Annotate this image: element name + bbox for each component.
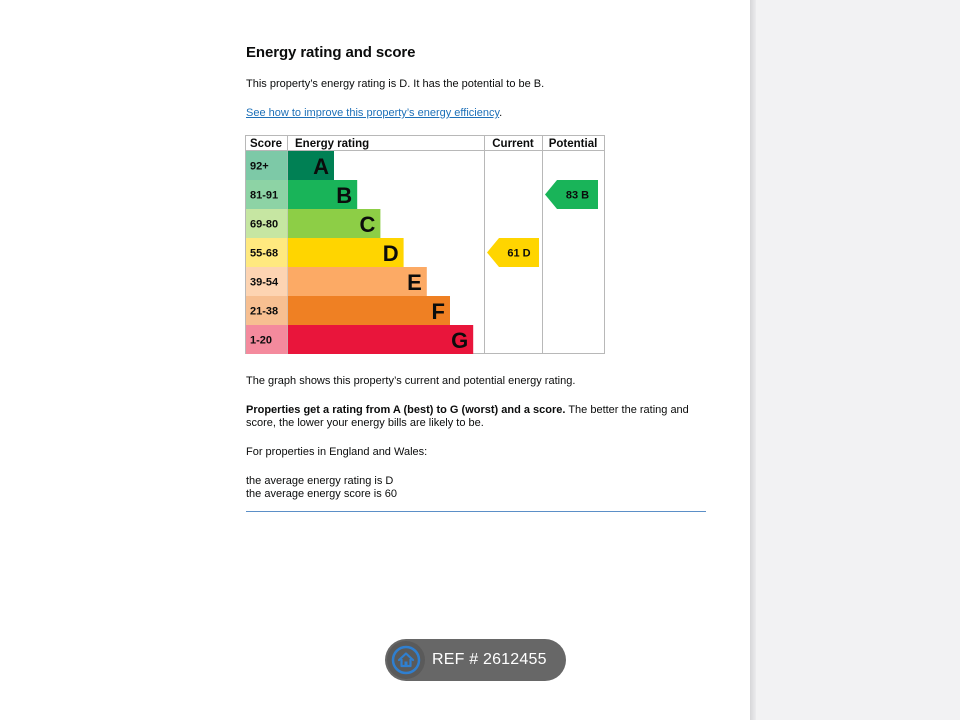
england-wales-label: For properties in England and Wales: (246, 446, 428, 458)
rating-letter-e: E (407, 270, 422, 295)
rating-letter-c: C (359, 212, 376, 237)
score-label-b: 81-91 (250, 189, 279, 202)
reference-badge (385, 639, 566, 681)
header-energy-rating: Energy rating (295, 138, 370, 150)
score-label-c: 69-80 (250, 218, 279, 231)
rating-bar-f (288, 296, 450, 325)
averages (246, 475, 397, 501)
rating-letter-f: F (431, 299, 445, 324)
rating-explanation-bold: Properties get a rating from A (best) to G (worst) and a score. (246, 404, 566, 416)
section-divider (246, 511, 706, 512)
graph-description: The graph shows this property’s current and potential energy rating. (246, 375, 576, 387)
rating-letter-b: B (336, 183, 353, 208)
improve-paragraph (246, 107, 502, 120)
rating-letter-g: G (451, 328, 469, 353)
rating-bar-g (288, 325, 473, 354)
page-edge-shadow (750, 0, 756, 720)
average-rating: the average energy rating is D (246, 475, 394, 487)
score-label-f: 21-38 (250, 305, 279, 318)
page-title: Energy rating and score (246, 44, 416, 61)
rating-letter-d: D (382, 241, 399, 266)
reference-number: REF # 2612455 (432, 651, 547, 668)
current-rating-label: 61 D (507, 247, 531, 260)
rating-summary: This property’s energy rating is D. It has the potential to be B. (246, 78, 545, 90)
rating-bar-e (288, 267, 427, 296)
energy-rating-graph (245, 135, 607, 357)
score-label-g: 1-20 (250, 334, 273, 347)
header-current: Current (492, 138, 534, 150)
score-label-e: 39-54 (250, 276, 279, 289)
rating-explanation (246, 404, 706, 430)
header-potential: Potential (548, 138, 598, 150)
rating-explanation-rest: The better the rating and score, the lower your energy bills are likely to be. (246, 404, 689, 429)
improve-efficiency-link[interactable]: See how to improve this property’s energy efficiency (246, 107, 500, 119)
link-period: . (499, 107, 503, 119)
energy-rating-chart (245, 135, 607, 357)
score-label-d: 55-68 (250, 247, 279, 260)
rating-letter-a: A (313, 154, 329, 179)
header-score: Score (250, 138, 282, 150)
average-score: the average energy score is 60 (246, 488, 398, 500)
home-icon (387, 641, 425, 679)
potential-rating-label: 83 B (565, 189, 590, 202)
score-label-a: 92+ (250, 160, 269, 173)
